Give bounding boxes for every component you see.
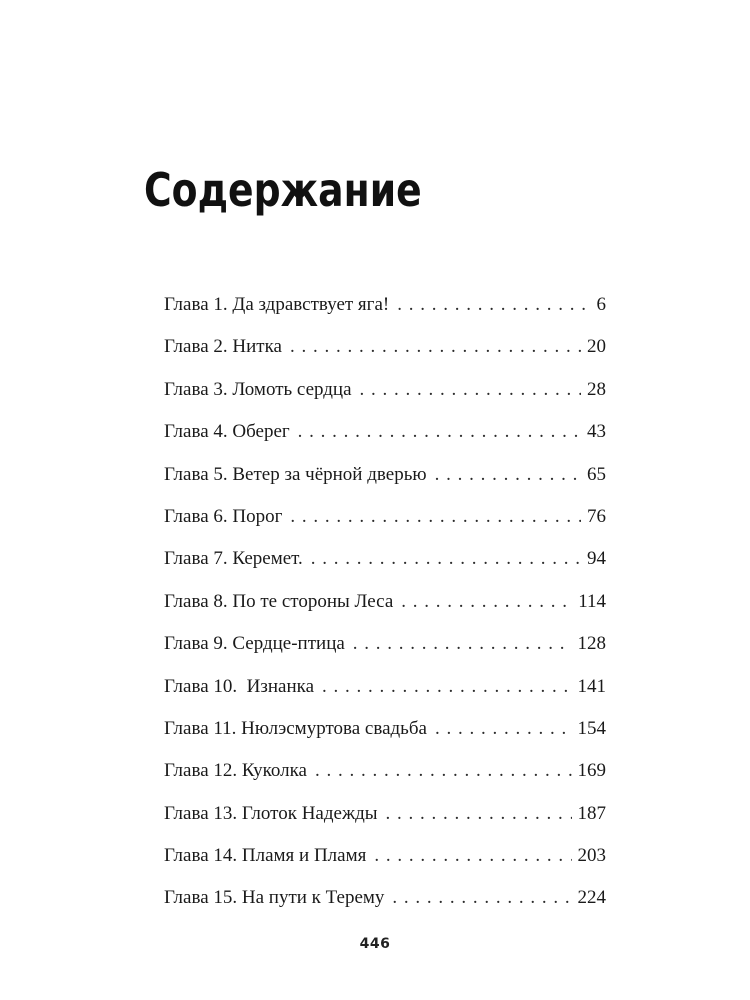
toc-dot-leader (435, 708, 572, 750)
toc-entry[interactable] (164, 454, 606, 496)
toc-entry-page: 224 (577, 887, 606, 909)
toc-entry[interactable] (164, 793, 606, 835)
toc-entry-title: Глава 8. По те стороны Леса (164, 590, 394, 612)
toc-entry-title: Глава 10. Изнанка (164, 675, 314, 697)
toc-entry-page: 154 (577, 717, 606, 739)
toc-entry[interactable] (164, 411, 606, 453)
toc-entry-title: Глава 2. Нитка (164, 336, 282, 358)
toc-entry-page: 65 (587, 463, 606, 485)
toc-entry[interactable] (164, 538, 606, 580)
toc-dot-leader (353, 623, 572, 665)
page-title: Содержание (144, 163, 422, 217)
toc-entry-page: 187 (577, 802, 606, 824)
toc-dot-leader (386, 793, 572, 835)
toc-dot-leader (397, 284, 590, 326)
table-of-contents (164, 284, 606, 920)
toc-entry-page: 203 (577, 845, 606, 867)
toc-entry-title: Глава 7. Керемет. (164, 548, 303, 570)
toc-entry-page: 128 (577, 633, 606, 655)
toc-entry[interactable] (164, 284, 606, 326)
toc-entry-page: 169 (577, 760, 606, 782)
toc-entry-title: Глава 1. Да здравствует яга! (164, 294, 390, 315)
toc-entry[interactable] (164, 708, 606, 750)
toc-entry-title: Глава 12. Куколка (164, 760, 307, 782)
toc-dot-leader (290, 326, 581, 368)
toc-entry-page: 141 (577, 675, 606, 697)
toc-dot-leader (298, 411, 581, 453)
toc-entry-page: 6 (596, 294, 606, 315)
toc-entry-page: 20 (587, 336, 606, 358)
toc-entry[interactable] (164, 666, 606, 708)
toc-entry[interactable] (164, 326, 606, 368)
toc-entry[interactable] (164, 877, 606, 919)
toc-entry-title: Глава 11. Нюлэсмуртова свадьба (164, 717, 427, 739)
toc-entry-title: Глава 15. На пути к Терему (164, 887, 385, 909)
toc-entry-title: Глава 5. Ветер за чёрной дверью (164, 463, 427, 485)
toc-dot-leader (401, 581, 572, 623)
toc-entry-title: Глава 14. Пламя и Пламя (164, 845, 367, 867)
toc-entry-title: Глава 9. Сердце-птица (164, 633, 345, 655)
toc-entry[interactable] (164, 623, 606, 665)
toc-dot-leader (311, 538, 581, 580)
folio-page-number: 446 (359, 936, 391, 952)
toc-entry[interactable] (164, 369, 606, 411)
toc-entry[interactable] (164, 750, 606, 792)
toc-entry-page: 43 (587, 421, 606, 443)
toc-entry-title: Глава 6. Порог (164, 505, 283, 527)
toc-dot-leader (315, 750, 572, 792)
toc-dot-leader (360, 369, 581, 411)
toc-dot-leader (322, 666, 572, 708)
toc-entry-page: 28 (587, 378, 606, 400)
toc-entry-page: 114 (578, 590, 606, 612)
toc-entry-page: 76 (587, 505, 606, 527)
toc-entry[interactable] (164, 581, 606, 623)
toc-entry-title: Глава 4. Оберег (164, 421, 290, 443)
toc-entry[interactable] (164, 496, 606, 538)
toc-dot-leader (374, 835, 571, 877)
toc-dot-leader (435, 454, 581, 496)
toc-entry-title: Глава 13. Глоток Надежды (164, 802, 378, 824)
toc-entry-page: 94 (587, 548, 606, 570)
toc-entry-title: Глава 3. Ломоть сердца (164, 378, 352, 400)
toc-entry[interactable] (164, 835, 606, 877)
toc-dot-leader (290, 496, 581, 538)
toc-dot-leader (392, 877, 571, 919)
